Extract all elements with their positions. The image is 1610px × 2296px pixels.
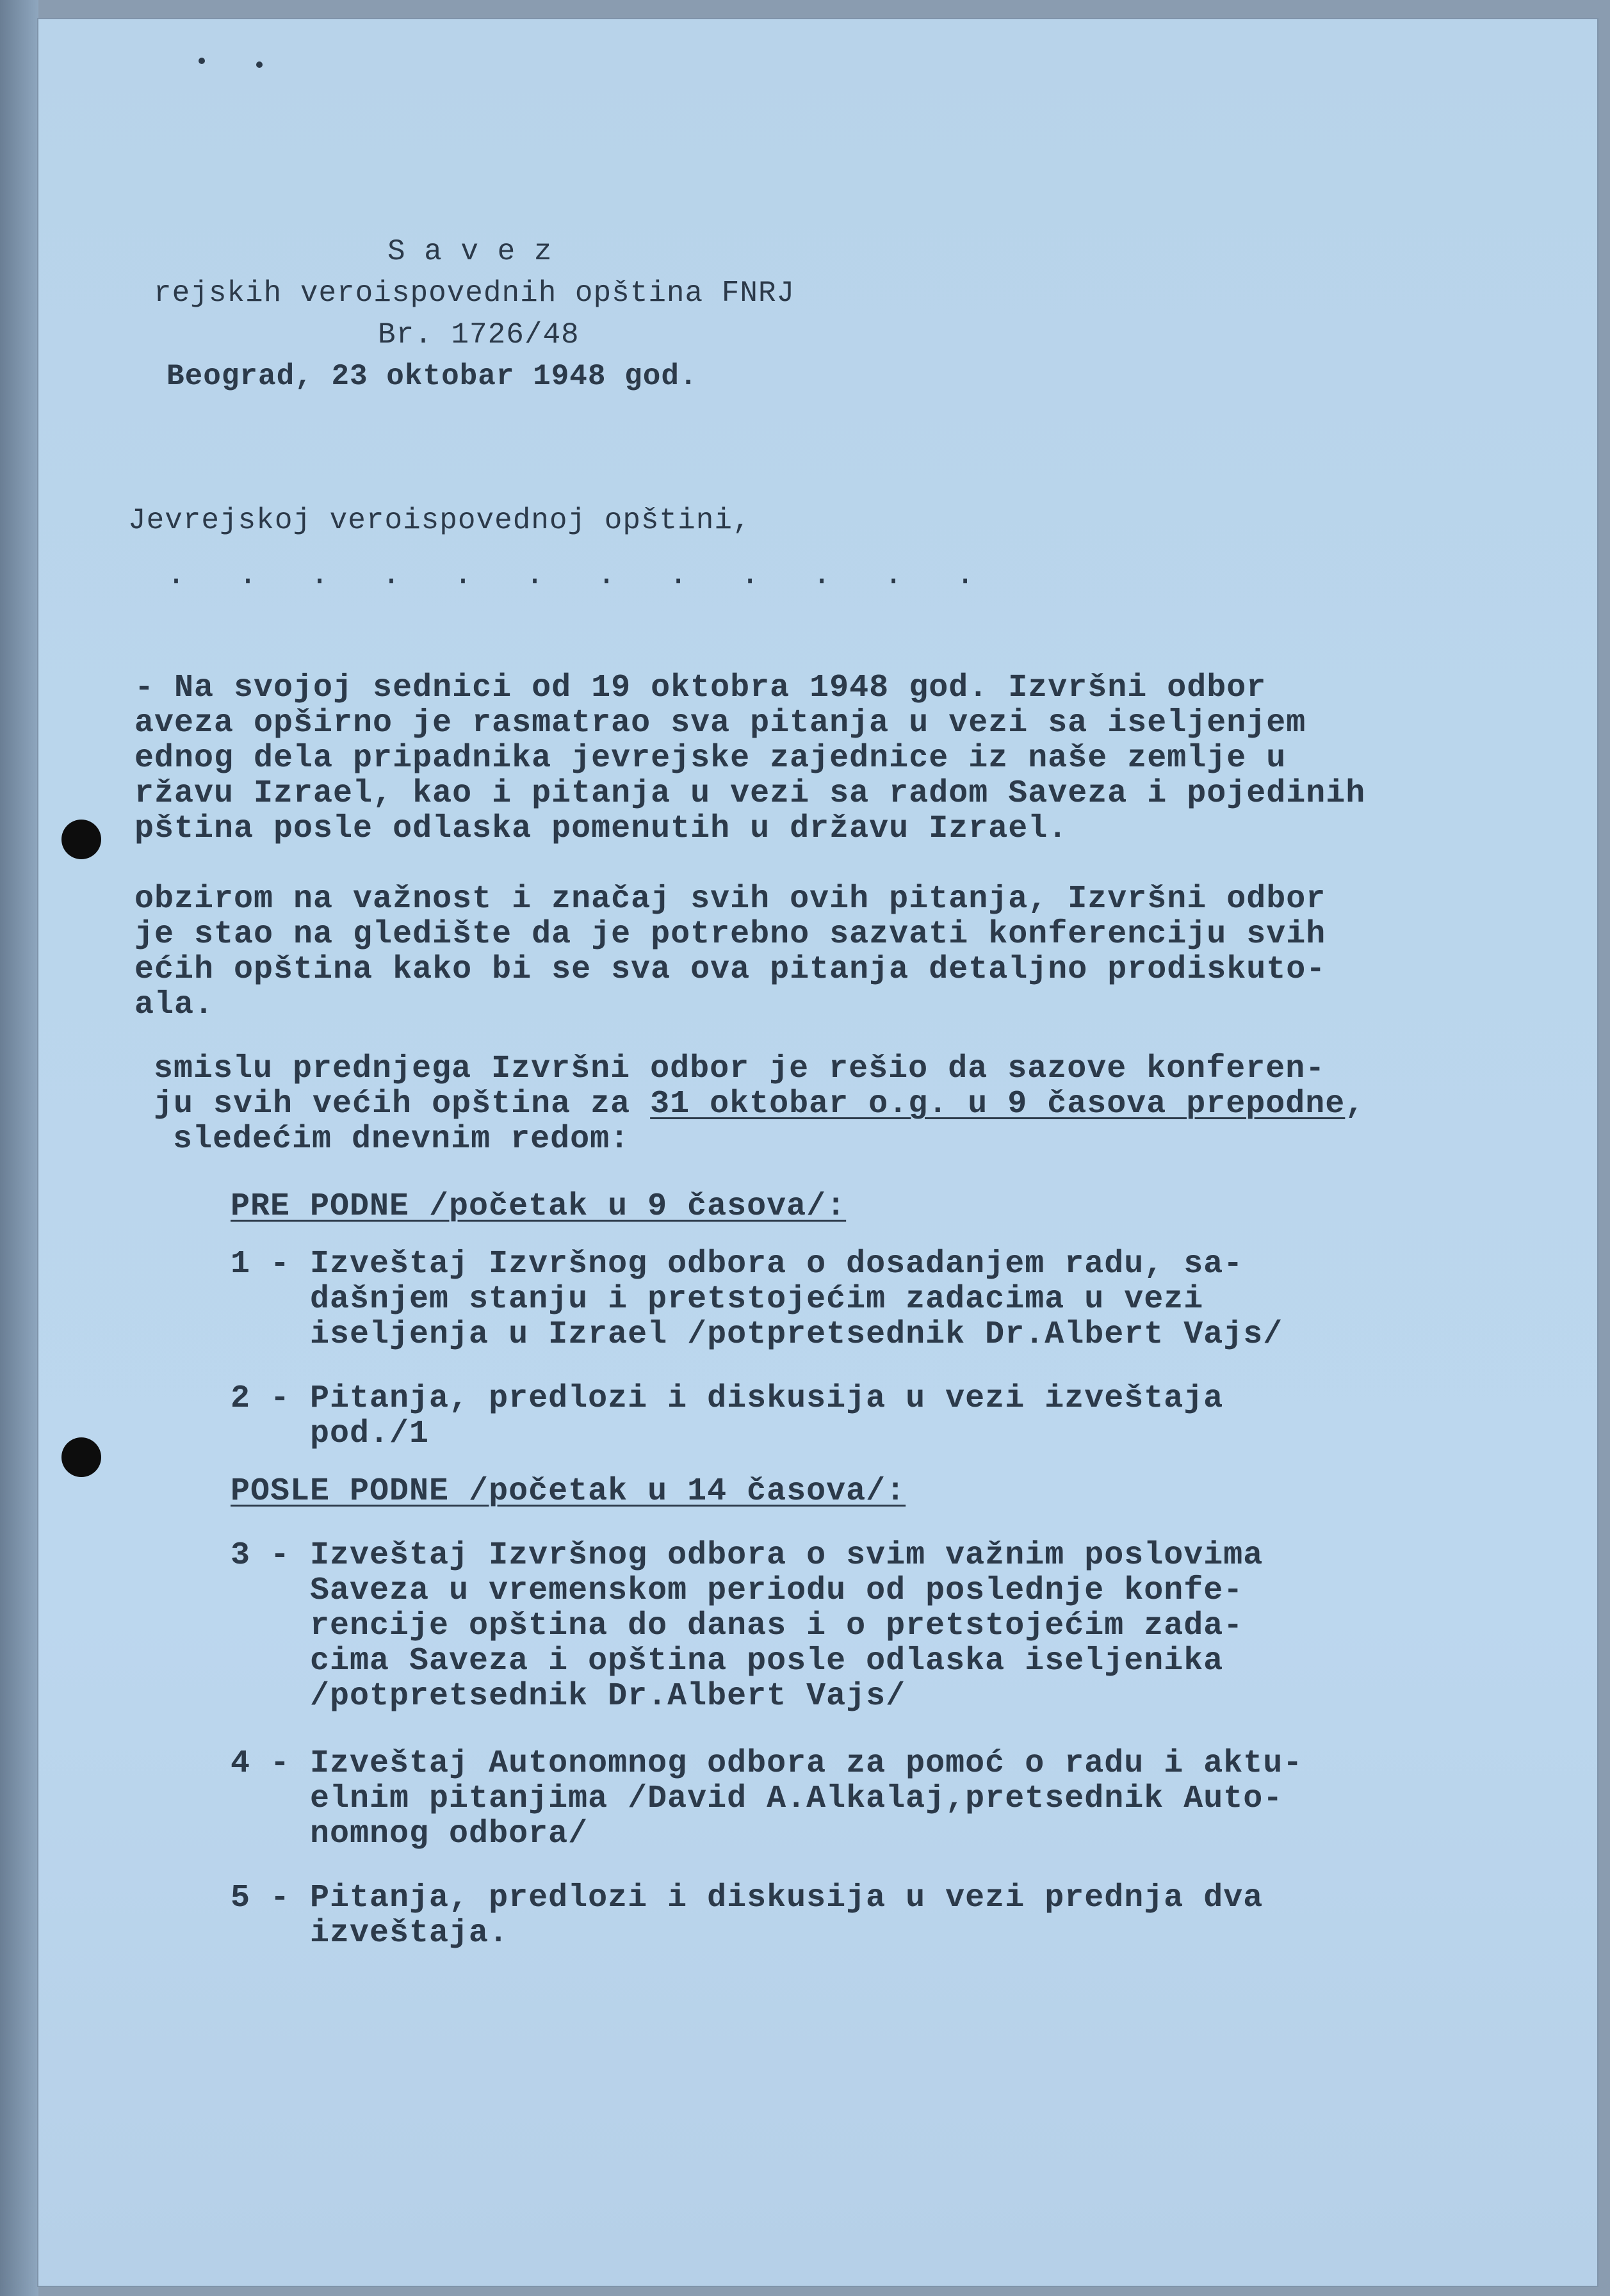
place-date: Beograd, 23 oktobar 1948 god. — [167, 360, 698, 393]
addressee-placeholder: . . . . . . . . . . . . — [167, 557, 992, 594]
paragraph-3-line-3: sledećim dnevnim redom: — [173, 1121, 630, 1158]
agenda-item-1-line-3: iseljenja u Izrael /potpretsednik Dr.Albert Vajs/ — [231, 1316, 1283, 1353]
paragraph-2-line-2: je stao na gledište da je potrebno sazvati konferenciju svih — [134, 916, 1326, 953]
paragraph-3-line-2 — [154, 1088, 1365, 1120]
paragraph-1-line-2: aveza opširno je rasmatrao sva pitanja u vezi sa iseljenjem — [134, 705, 1306, 741]
paragraph-2-line-3: ećih opština kako bi se sva ova pitanja detaljno prodiskuto- — [134, 951, 1326, 988]
conference-date-underlined: 31 oktobar o.g. u 9 časova prepodne — [650, 1086, 1346, 1122]
agenda-item-1-line-2: dašnjem stanju i pretstojećim zadacima u vezi — [231, 1281, 1204, 1318]
paragraph-2-line-1: obzirom na važnost i značaj svih ovih pitanja, Izvršni odbor — [134, 881, 1326, 918]
org-name-title: S a v e z — [387, 235, 553, 268]
paragraph-2-line-4: ala. — [134, 987, 215, 1023]
ink-speck — [199, 58, 205, 64]
paragraph-1-line-4: ržavu Izrael, kao i pitanja u vezi sa radom Saveza i pojedinih — [134, 775, 1366, 812]
punch-hole-upper — [61, 820, 101, 859]
agenda-item-3-line-5: /potpretsednik Dr.Albert Vajs/ — [231, 1678, 906, 1715]
agenda-item-4-line-3: nomnog odbora/ — [231, 1816, 589, 1852]
paragraph-3-line-2-suffix: , — [1345, 1086, 1365, 1122]
agenda-item-5-line-2: izveštaja. — [231, 1915, 509, 1952]
paragraph-1-line-3: ednog dela pripadnika jevrejske zajednice iz naše zemlje u — [134, 740, 1287, 777]
agenda-item-4-line-2: elnim pitanjima /David A.Alkalaj,pretsednik Auto- — [231, 1781, 1283, 1817]
document-page — [38, 19, 1597, 2286]
agenda-item-3-line-2: Saveza u vremenskom periodu od poslednje konfe- — [231, 1572, 1244, 1609]
punch-hole-lower — [61, 1437, 101, 1477]
paragraph-3-line-2-prefix: ju svih većih opština za — [154, 1086, 651, 1122]
agenda-item-1-line-1: 1 - Izveštaj Izvršnog odbora o dosadanjem radu, sa- — [231, 1246, 1244, 1282]
org-name-full: rejskih veroispovednih opština FNRJ — [154, 277, 795, 310]
paragraph-1-line-1: - Na svojoj sednici od 19 oktobra 1948 god. Izvršni odbor — [134, 670, 1267, 706]
paragraph-1-line-5: pština posle odlaska pomenutih u državu Izrael. — [134, 811, 1068, 847]
agenda-item-5-line-1: 5 - Pitanja, predlozi i diskusija u vezi prednja dva — [231, 1880, 1264, 1916]
scan-edge — [0, 0, 38, 2296]
agenda-item-2-line-1: 2 - Pitanja, predlozi i diskusija u vezi izveštaja — [231, 1380, 1224, 1417]
paragraph-3-line-1: smislu prednjega Izvršni odbor je rešio da sazove konferen- — [154, 1051, 1326, 1087]
agenda-item-3-line-1: 3 - Izveštaj Izvršnog odbora o svim važnim poslovima — [231, 1537, 1264, 1574]
agenda-item-4-line-1: 4 - Izveštaj Autonomnog odbora za pomoć o radu i aktu- — [231, 1745, 1303, 1782]
agenda-item-2-line-2: pod./1 — [231, 1416, 430, 1452]
ink-speck — [256, 61, 263, 68]
afternoon-heading: POSLE PODNE /početak u 14 časova/: — [231, 1473, 906, 1510]
agenda-item-3-line-3: rencije opština do danas i o pretstojećim zada- — [231, 1608, 1244, 1644]
addressee: Jevrejskoj veroispovednoj opštini, — [128, 504, 751, 537]
morning-heading: PRE PODNE /početak u 9 časova/: — [231, 1188, 847, 1225]
agenda-item-3-line-4: cima Saveza i opština posle odlaska iseljenika — [231, 1643, 1224, 1679]
reference-number: Br. 1726/48 — [378, 318, 580, 352]
